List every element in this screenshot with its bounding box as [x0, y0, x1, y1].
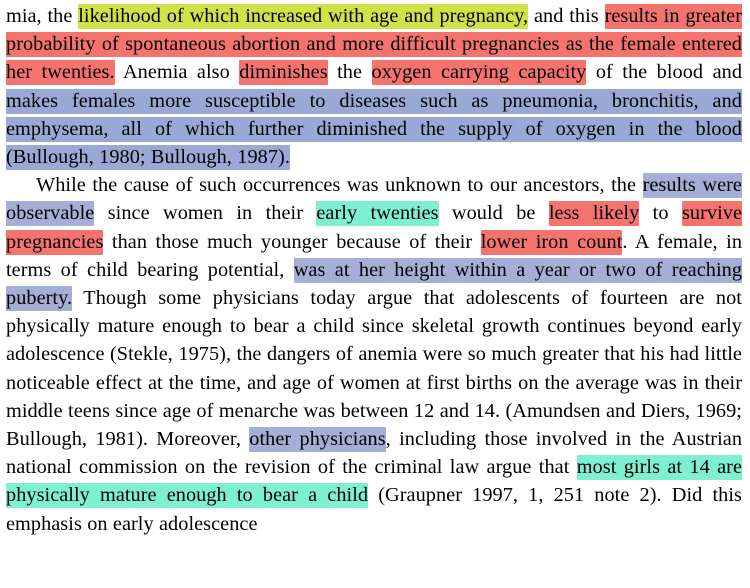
highlight-red: survive pregnancies	[6, 202, 742, 253]
text-run: mia, the	[6, 5, 79, 27]
highlight-lavender: results were observable	[6, 174, 742, 225]
paragraph-2	[6, 171, 742, 538]
highlight-cyan: most girls at 14 are physically mature enough to bear a child	[6, 456, 742, 507]
paragraph-1	[6, 2, 742, 171]
highlight-red: lower iron count	[480, 230, 623, 253]
text-run: to	[639, 202, 682, 225]
text-run: would be	[438, 202, 549, 225]
text-run: , including those involved in the Austrian national commission on the revision of the criminal law argue that	[6, 428, 742, 479]
highlight-lavender: was at her height within a year or two of reaching puberty.	[6, 258, 742, 310]
text-run: (Graupner 1997, 1, 251 note 2). Did this emphasis on early adolescence	[6, 484, 742, 535]
text-run: since women in their	[94, 202, 317, 225]
text-run: While the cause of such occurrences was unknown to our ancestors, the	[36, 174, 643, 197]
text-run: Though some physicians today argue that adolescents of fourteen are not physically mature enough to bear a child since skeletal growth continues beyond early adolescence (Stekle, 1975), the dangers of anemia were so much greater that his had little noticeable effect at the time, and age of women at first births on the average was in their middle teens since age of menarche was between 12 and 14. (Amundsen and Diers, 1969; Bullough, 1981). Moreover,	[6, 287, 742, 451]
highlight-red: diminishes	[239, 61, 328, 84]
text-run: Anemia also	[114, 61, 240, 84]
highlight-cyan: early twenties	[316, 202, 439, 225]
highlight-red: results in greater probability of spontaneous abortion and more difficult pregnancies as the female entered her twenties.	[6, 5, 742, 84]
text-run: the	[327, 61, 372, 84]
highlight-blue: makes females more susceptible to diseases such as pneumonia, bronchitis, and emphysema, all of which further diminished the supply of oxygen in the blood (Bullough, 1980; Bullough, 1987).	[6, 89, 742, 169]
text-run: of the blood and	[586, 61, 743, 84]
highlight-lavender: other physicians	[249, 428, 386, 451]
text-run: and this	[528, 5, 605, 27]
highlight-green: likelihood of which increased with age and pregnancy,	[78, 5, 529, 27]
highlight-red: oxygen carrying capacity	[371, 61, 587, 84]
text-run: than those much younger because of their	[103, 230, 481, 253]
highlight-red: less likely	[548, 202, 640, 225]
text-run: . A female, in terms of child bearing potential,	[6, 230, 742, 281]
